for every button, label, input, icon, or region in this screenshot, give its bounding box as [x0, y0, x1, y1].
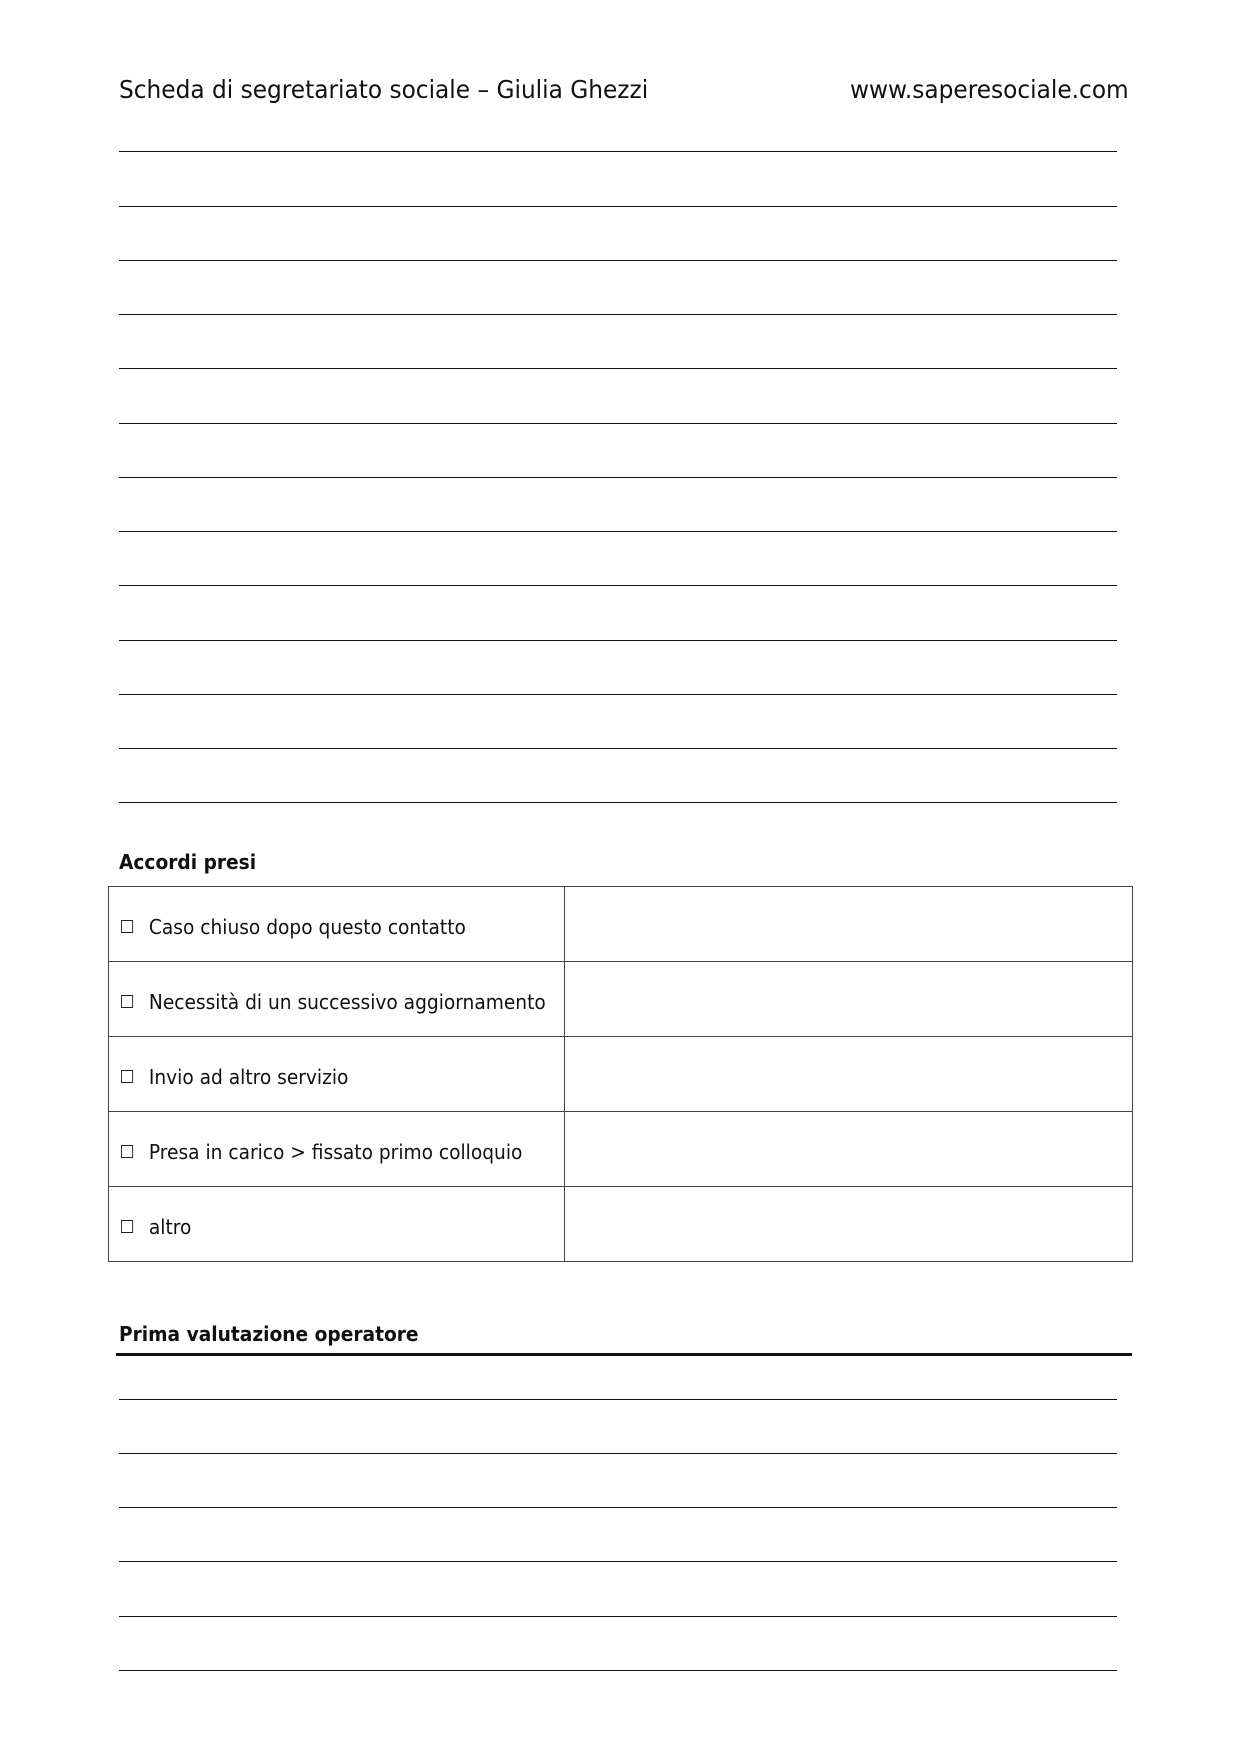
- option-cell[interactable]: [109, 887, 565, 962]
- option-label: Invio ad altro servizio: [148, 1065, 349, 1089]
- checkbox-aggiornamento[interactable]: [121, 995, 133, 1008]
- option-label: Necessità di un successivo aggiornamento: [148, 990, 546, 1014]
- option-cell[interactable]: [109, 1112, 565, 1187]
- writing-line[interactable]: [119, 206, 1117, 207]
- writing-line[interactable]: [119, 1507, 1117, 1508]
- agreements-table: [108, 886, 1133, 1262]
- notes-cell[interactable]: [565, 962, 1133, 1037]
- option-cell[interactable]: [109, 1187, 565, 1262]
- writing-line[interactable]: [119, 748, 1117, 749]
- writing-line[interactable]: [119, 1453, 1117, 1454]
- option-cell[interactable]: [109, 962, 565, 1037]
- notes-cell[interactable]: [565, 1112, 1133, 1187]
- writing-line[interactable]: [119, 802, 1117, 803]
- writing-line[interactable]: [119, 1616, 1117, 1617]
- table-row: [109, 887, 1133, 962]
- table-row: [109, 1187, 1133, 1262]
- notes-cell[interactable]: [565, 1187, 1133, 1262]
- writing-line[interactable]: [119, 477, 1117, 478]
- writing-line[interactable]: [119, 1670, 1117, 1671]
- website-url: www.saperesociale.com: [850, 75, 1129, 104]
- document-title: Scheda di segretariato sociale – Giulia Ghezzi: [119, 75, 649, 104]
- writing-line[interactable]: [119, 585, 1117, 586]
- table-row: [109, 1112, 1133, 1187]
- heading-underline: [116, 1353, 1132, 1356]
- writing-line[interactable]: [119, 694, 1117, 695]
- agreements-heading: Accordi presi: [119, 850, 257, 874]
- writing-line[interactable]: [119, 640, 1117, 641]
- table-row: [109, 962, 1133, 1037]
- option-label: altro: [148, 1215, 192, 1239]
- writing-line[interactable]: [119, 423, 1117, 424]
- notes-cell[interactable]: [565, 1037, 1133, 1112]
- table-row: [109, 1037, 1133, 1112]
- checkbox-caso-chiuso[interactable]: [121, 920, 133, 933]
- checkbox-invio-servizio[interactable]: [121, 1070, 133, 1083]
- writing-line[interactable]: [119, 314, 1117, 315]
- writing-line[interactable]: [119, 1399, 1117, 1400]
- option-cell[interactable]: [109, 1037, 565, 1112]
- writing-line[interactable]: [119, 260, 1117, 261]
- notes-cell[interactable]: [565, 887, 1133, 962]
- option-label: Caso chiuso dopo questo contatto: [148, 915, 466, 939]
- writing-line[interactable]: [119, 151, 1117, 152]
- option-label: Presa in carico > fissato primo colloquio: [148, 1140, 523, 1164]
- checkbox-altro[interactable]: [121, 1220, 133, 1233]
- checkbox-presa-in-carico[interactable]: [121, 1145, 133, 1158]
- writing-line[interactable]: [119, 531, 1117, 532]
- writing-line[interactable]: [119, 1561, 1117, 1562]
- evaluation-heading: Prima valutazione operatore: [119, 1322, 419, 1346]
- writing-line[interactable]: [119, 368, 1117, 369]
